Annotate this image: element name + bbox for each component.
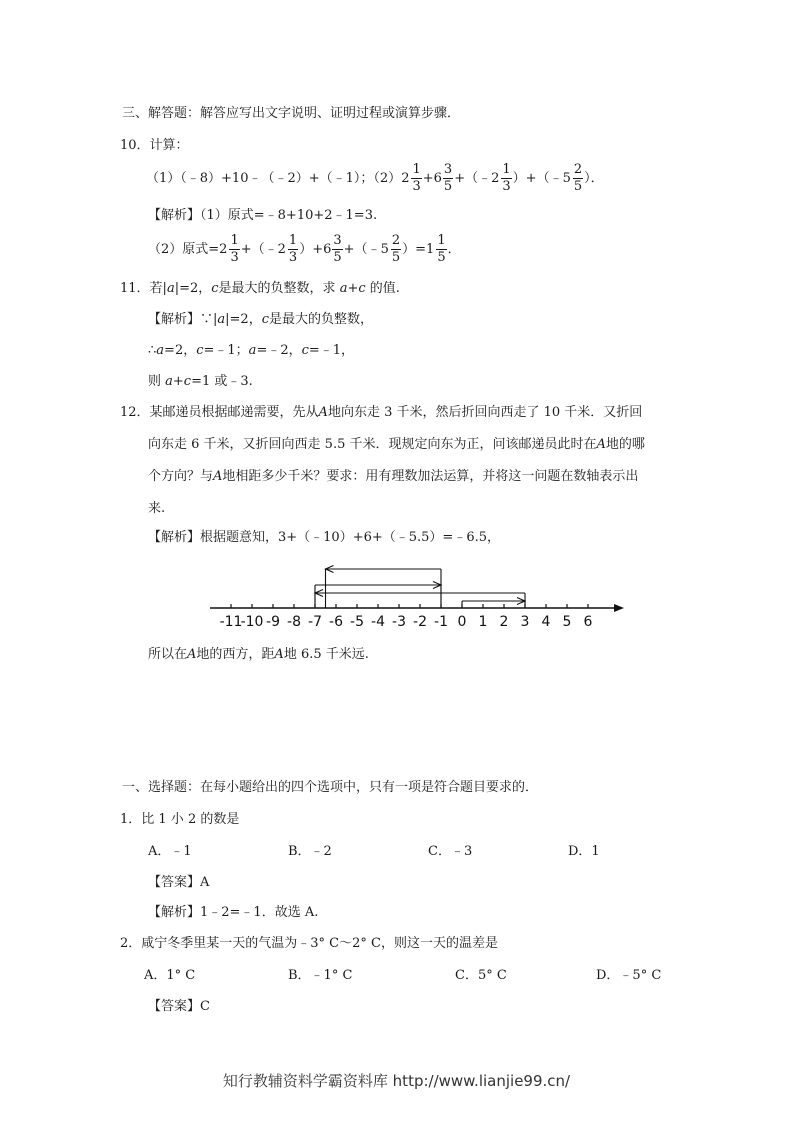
text: |=2， <box>225 312 262 327</box>
text: =﹣2， <box>256 343 302 358</box>
q2-stem: 2．咸宁冬季里某一天的气温为﹣3° C～2° C，则这一天的温差是 <box>120 936 498 951</box>
var: a+c <box>339 281 366 296</box>
fraction <box>411 162 421 195</box>
section-1-title: 一、选择题：在每小题给出的四个选项中，只有一项是符合题目要求的． <box>122 780 539 795</box>
q10-problem-line <box>146 162 604 195</box>
fraction <box>501 162 511 195</box>
q12-conclusion <box>148 646 369 664</box>
var: a <box>156 343 165 358</box>
q11-stem <box>120 280 400 298</box>
number-line-diagram <box>205 558 625 630</box>
numerator: 3 <box>333 233 342 248</box>
var: A <box>596 437 606 452</box>
var: c <box>261 312 269 327</box>
text: |=2， <box>174 281 212 296</box>
var: c <box>211 281 219 296</box>
whole-part: 5 <box>380 241 389 257</box>
var: a+c <box>165 374 192 389</box>
mixed-number-2-1-3 <box>278 233 300 266</box>
whole-part: 2 <box>219 241 228 257</box>
denominator: 5 <box>333 250 342 265</box>
var: c <box>196 343 204 358</box>
var: a <box>166 281 175 296</box>
fraction <box>391 233 401 266</box>
q2-option-b: B．﹣1° C <box>288 968 353 983</box>
q12-stem-line-2 <box>148 436 645 454</box>
mixed-number-2-1-3 <box>401 162 423 195</box>
text: =﹣1， <box>308 343 355 358</box>
numerator: 1 <box>412 162 421 177</box>
mixed-number-5-2-5 <box>563 162 585 195</box>
text: 个方向？与 <box>148 469 214 484</box>
q10-text: ）+（﹣ <box>512 170 563 186</box>
numerator: 1 <box>288 233 298 248</box>
tick-label: -2 <box>413 614 427 630</box>
mixed-number-1-1-5 <box>426 233 448 266</box>
text: 12．某邮递员根据邮递需要，先从 <box>120 405 319 420</box>
q12-stem-line-4: 来. <box>148 501 166 516</box>
tick-label: -5 <box>350 614 364 630</box>
text: =2， <box>164 343 197 358</box>
q12-stem-line-1 <box>120 404 642 422</box>
var: A <box>187 647 197 662</box>
section-3-title: 三、解答题：解答应写出文字说明、证明过程或演算步骤． <box>122 106 461 121</box>
numerator: 3 <box>443 162 453 177</box>
text: =﹣1； <box>203 343 249 358</box>
fraction <box>573 162 583 195</box>
tick-label: -11 <box>219 614 243 630</box>
q1-stem: 1．比 1 小 2 的数是 <box>120 812 240 827</box>
numerator: 1 <box>230 233 239 248</box>
text: 地 6.5 千米远. <box>283 647 369 662</box>
q10-text: ）+6 <box>299 241 332 257</box>
q2-option-d: D．﹣5° C <box>596 968 662 983</box>
q10-text: ． <box>447 241 461 257</box>
q10-text: +（﹣ <box>343 241 381 257</box>
tick-label: -3 <box>392 614 406 630</box>
denominator: 5 <box>391 250 401 265</box>
text: =1 或﹣3. <box>191 374 253 389</box>
var: A <box>213 469 223 484</box>
q10-text: ）． <box>584 170 604 186</box>
denominator: 5 <box>443 179 453 194</box>
whole-part: 2 <box>277 241 286 257</box>
q10-text: ）= <box>402 241 427 257</box>
fraction <box>229 233 239 266</box>
fraction <box>288 233 298 266</box>
mixed-number-5-2-5 <box>381 233 403 266</box>
q11-analysis-1 <box>148 311 373 329</box>
text: 向东走 6 千米，又折回向西走 5.5 千米．现规定向东为正，问该邮递员此时在 <box>148 437 597 452</box>
denominator: 5 <box>437 250 446 265</box>
q1-option-d: D．1 <box>568 844 600 859</box>
tick-label: -9 <box>266 614 280 630</box>
q12-analysis: 【解析】根据题意知，3+（﹣10）+6+（﹣5.5）=﹣6.5， <box>148 530 501 545</box>
q10-part1: （1）（﹣8）+10﹣（﹣2）+（﹣1）；（2） <box>146 170 402 186</box>
axis-arrowhead <box>614 604 624 612</box>
tick-label: -6 <box>329 614 343 630</box>
var: A <box>274 647 284 662</box>
var: a <box>217 312 226 327</box>
q1-option-b: B．﹣2 <box>288 844 332 859</box>
tick-label: -7 <box>308 614 322 630</box>
q1-option-a: A．﹣1 <box>148 844 192 859</box>
denominator: 3 <box>412 179 421 194</box>
whole-part: 1 <box>426 241 435 257</box>
tick-label: 0 <box>457 614 467 630</box>
text: 地相距多少千米？要求：用有理数加法运算，并将这一问题在数轴表示出 <box>222 469 639 484</box>
tick-label: -10 <box>240 614 264 630</box>
q10-text: +（﹣ <box>240 241 278 257</box>
q10-heading: 10．计算： <box>120 138 189 153</box>
text: 所以在 <box>148 647 188 662</box>
q11-analysis-2 <box>148 342 354 360</box>
q1-analysis: 【解析】1﹣2=﹣1．故选 A. <box>148 905 319 920</box>
denominator: 3 <box>230 250 239 265</box>
numerator: 1 <box>502 162 511 177</box>
tick-label: 2 <box>499 614 509 630</box>
tick-label: 3 <box>520 614 530 630</box>
tick-label: -8 <box>287 614 301 630</box>
numerator: 1 <box>437 233 446 248</box>
denominator: 5 <box>573 179 583 194</box>
denominator: 3 <box>502 179 511 194</box>
var: c <box>301 343 309 358</box>
q1-answer: 【答案】A <box>148 875 210 890</box>
footer-watermark: 知行教辅资料学霸资料库 http://www.lianjie99.cn/ <box>222 1072 571 1090</box>
q10-answer-2 <box>148 233 461 266</box>
q2-answer: 【答案】C <box>148 999 210 1014</box>
numerator: 2 <box>391 233 401 248</box>
q10-text: +（﹣ <box>454 170 492 186</box>
q2-option-a: A．1° C <box>144 968 196 983</box>
fraction <box>436 233 446 266</box>
text: 11．若| <box>120 281 167 296</box>
mixed-number-2-1-3 <box>491 162 513 195</box>
q1-option-c: C．﹣3 <box>428 844 473 859</box>
mixed-number-2-1-3 <box>219 233 241 266</box>
text: ∴ <box>148 343 157 358</box>
whole-part: 2 <box>491 170 500 186</box>
text: 的值. <box>369 281 400 296</box>
q11-analysis-3 <box>148 373 253 391</box>
q12-stem-line-3 <box>148 468 638 486</box>
whole-part: 2 <box>401 170 410 186</box>
text: 是最大的负整数， <box>268 312 373 327</box>
text: 是最大的负整数，求 <box>218 281 336 296</box>
tick-label: 5 <box>562 614 572 630</box>
q10-text: +6 <box>422 170 442 186</box>
text: 地的哪 <box>605 437 645 452</box>
text: 【解析】∵| <box>148 312 218 327</box>
q10-text: （2）原式= <box>148 241 220 257</box>
q10-answer-1: 【解析】（1）原式=﹣8+10+2﹣1=3. <box>148 208 378 223</box>
text: 地的西方，距 <box>196 647 275 662</box>
fraction-3-5 <box>443 162 453 195</box>
text: 地向东走 3 千米，然后折回向西走了 10 千米．又折回 <box>327 405 643 420</box>
var: A <box>318 405 328 420</box>
text: 则 <box>148 374 162 389</box>
denominator: 3 <box>288 250 298 265</box>
tick-label: -4 <box>371 614 385 630</box>
var: a <box>248 343 257 358</box>
q2-option-c: C．5° C <box>455 968 507 983</box>
tick-label: 4 <box>541 614 551 630</box>
numerator: 2 <box>573 162 583 177</box>
fraction-3-5 <box>332 233 342 266</box>
whole-part: 5 <box>562 170 571 186</box>
tick-label: 1 <box>478 614 488 630</box>
tick-label: 6 <box>583 614 593 630</box>
tick-label: -1 <box>434 614 448 630</box>
